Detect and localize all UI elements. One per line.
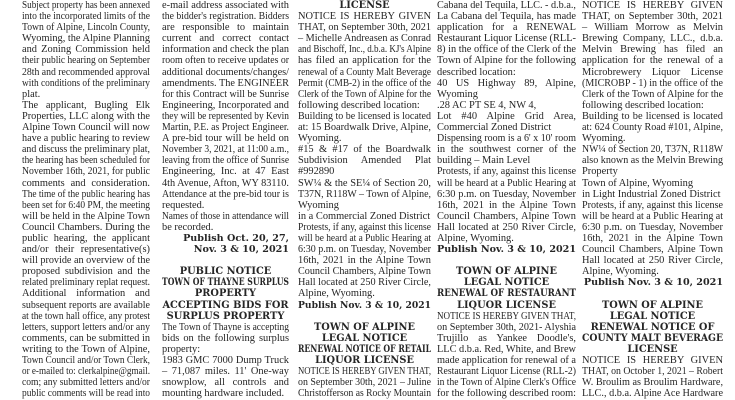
body-text-line: 8) in the office of the Clerk of the (437, 44, 576, 56)
body-text-line: Town of Alpine for the following (437, 55, 576, 67)
body-text-line: leaving from the office of Sunrise (162, 155, 289, 167)
body-text-line: Town of Alpine, Lincoln County, (22, 22, 150, 34)
body-text-line: will provide an overview of the (22, 255, 150, 267)
body-text-line: NOTICE IS HEREBY GIVEN (582, 0, 723, 11)
body-text-line: and discuss the preliminary plat, (22, 144, 150, 156)
body-text-line: they will be represented by Kevin (162, 110, 289, 122)
body-text-line: public comments will be read into (22, 388, 150, 400)
body-text-line: renewal of a County Malt Beverage (298, 66, 431, 78)
body-text-line: information and check the plan (162, 44, 289, 56)
body-text-line: THAT, on September 30th, 2021 (582, 11, 723, 23)
body-text-line: Wyoming (298, 199, 339, 211)
body-text-line: com; any submitted letters and/or (22, 377, 150, 389)
body-text-line: Wyoming, the Alpine Planning (22, 33, 150, 45)
notice-heading: SURPLUS PROPERTY (166, 310, 285, 322)
body-text-line: in a Commercial Zoned District (298, 210, 431, 222)
body-text-line: comments and consideration. (22, 177, 150, 189)
body-text-line: Protests, if any, against this license (437, 166, 576, 178)
body-text-line: Clerk of the Town of Alpine for the (582, 88, 723, 100)
spacer (437, 255, 576, 266)
body-text-line: Alpine, Wyoming. (437, 232, 514, 244)
body-text-line: Clerk of the Town of Alpine for the (298, 88, 431, 100)
body-text-line: been set for 6:40 PM, the meeting (22, 199, 150, 211)
body-text-line: Dispensing room is a 6' x 10' room (437, 133, 576, 145)
body-text-line: (MICROBP - 1) in the office of the (582, 77, 723, 89)
body-text-line: snowplow, all controls and (162, 377, 289, 389)
body-text-line: or e-mailed to: clerkalpine@gmail. (22, 366, 150, 378)
notice-heading: LEGAL NOTICE (321, 332, 408, 344)
notice-heading: PUBLIC NOTICE (179, 266, 272, 278)
notice-heading: LEGAL NOTICE (609, 310, 696, 322)
body-text-line: has filed an application for the (298, 55, 431, 67)
body-text-line: Protests, if any, against this license (298, 221, 431, 233)
notice-heading: RENEWAL NOTICE OF (590, 321, 715, 333)
body-text-line: e-mail address associated with (162, 0, 289, 11)
body-text-line: Building to be licensed is located (582, 110, 723, 122)
body-text-line: W. Broulim as Broulim Hardware, (582, 377, 723, 389)
notice-heading: LIQUOR LICENSE (315, 355, 414, 366)
publish-dates: Publish Nov. 3 & 10, 2021 (437, 244, 576, 256)
notice-heading: LIQUOR LICENSE (457, 299, 556, 311)
body-text-line: their public hearing on September (22, 55, 150, 67)
body-text-line: Wyoming. (582, 133, 626, 145)
body-text-line: and Zoning Commission held (22, 44, 150, 56)
body-text-line: also known as the Melvin Brewing (582, 155, 723, 167)
body-text-line: NOTICE IS HEREBY GIVEN THAT, (298, 366, 431, 378)
body-text-line: at: 624 County Road #101, Alpine, (582, 122, 723, 134)
body-text-line: 40 US Highway 89, Alpine, (437, 77, 576, 89)
notice-heading: LEGAL NOTICE (463, 277, 550, 289)
body-text-line: Hall located at 250 River Circle, (298, 277, 431, 289)
body-text-line: Trujillo as Yankee Doodle's, (437, 332, 576, 344)
body-text-line: and/or their representative(s) (22, 244, 150, 256)
notice-column-3 (298, 0, 431, 399)
body-text-line: writing to the Town of Alpine, (22, 343, 150, 355)
body-text-line: – William Morrow as Melvin (582, 22, 723, 34)
body-text-line: proposed subdivision and the (22, 266, 150, 278)
spacer (298, 311, 431, 322)
body-text-line: THAT, on October 1, 2021 – Robert (582, 366, 723, 378)
notice-heading: RENEWAL OF RESTAURANT (437, 288, 576, 300)
publish-dates: Nov. 3 & 10, 2021 (193, 244, 289, 256)
notice-column-5 (582, 0, 723, 399)
body-text-line: 6:30 p.m. on Tuesday, November (582, 221, 723, 233)
body-text-line: La Cabana del Tequila, has made (437, 11, 576, 23)
body-text-line: mounting hardware included. (162, 388, 285, 400)
body-text-line: Hall located at 250 River Circle, (437, 221, 576, 233)
notice-column-1 (22, 0, 150, 399)
body-text-line: THAT, on September 30th, 2021 (298, 22, 431, 34)
notice-heading: TOWN OF ALPINE (456, 266, 557, 278)
body-text-line: Additional information and (22, 288, 150, 300)
body-text-line: A pre-bid tour will be held on (162, 133, 289, 145)
body-text-line: November 3, 2021, at 11:00 a.m., (162, 144, 289, 156)
body-text-line: Commercial Zoned District (437, 122, 552, 134)
body-text-line: Council Chambers, Alpine Town (582, 244, 723, 256)
body-text-line: following described location: (298, 99, 420, 111)
notice-heading: RENEWAL NOTICE OF RETAIL (298, 343, 431, 355)
spacer (162, 255, 289, 266)
body-text-line: NW¼ of Section 20, T37N, R118W (582, 144, 723, 156)
body-text-line: described location: (437, 66, 516, 78)
notice-heading: ACCEPTING BIDS FOR (162, 299, 289, 311)
body-text-line: Melvin Brewing has filed an (582, 44, 723, 56)
body-text-line: plat. (22, 88, 41, 100)
notice-heading: TOWN OF ALPINE (314, 321, 415, 333)
body-text-line: application for a RENEWAL (437, 22, 576, 34)
body-text-line: NOTICE IS HEREBY GIVEN (582, 355, 723, 366)
body-text-line: NOTICE IS HEREBY GIVEN THAT, (437, 310, 576, 322)
body-text-line: 6:30 p.m. on Tuesday, November (437, 188, 576, 200)
body-text-line: .28 AC PT SE 4, NW 4, (437, 99, 537, 111)
publish-dates: Publish Oct. 20, 27, (183, 232, 289, 244)
body-text-line: Town of Alpine, Wyoming (582, 177, 694, 189)
body-text-line: Alpine, Wyoming. (298, 288, 375, 300)
body-text-line: Brewing Company, LLC., d.b.a. (582, 33, 723, 45)
publish-dates: Publish Nov. 3 & 10, 2021 (298, 299, 431, 311)
body-text-line: 4th Avenue, Afton, WY 83110. (162, 177, 289, 189)
notice-heading: TOWN OF ALPINE (602, 299, 703, 311)
body-text-line: and Bischoff, Inc., d.b.a. KJ's Alpine (298, 44, 431, 56)
body-text-line: #15 & #17 of the Boardwalk (298, 144, 431, 156)
body-text-line: 28th and recommended approval (22, 66, 150, 78)
spacer (582, 288, 723, 299)
body-text-line: NOTICE IS HEREBY GIVEN (298, 11, 431, 23)
body-text-line: Martin, P.E. as Project Engineer. (162, 122, 289, 134)
notice-heading: COUNTY MALT BEVERAGE (582, 332, 723, 344)
body-text-line: Cabana del Tequila, LLC. - d.b.a., (437, 0, 576, 11)
body-text-line: for this Contract will be Sunrise (162, 88, 289, 100)
body-text-line: LLC d.b.a. Red, White, and Brew (437, 343, 576, 355)
body-text-line: Alpine, Wyoming. (582, 266, 659, 278)
body-text-line: property: (162, 343, 201, 355)
body-text-line: Building to be licensed is located (298, 110, 431, 122)
body-text-line: November 16th, 2021, for public (22, 166, 150, 178)
body-text-line: 16th, 2021 in the Alpine Town (582, 232, 723, 244)
body-text-line: Property (582, 166, 618, 178)
body-text-line: 16th, 2021 in the Alpine Town (298, 255, 431, 267)
body-text-line: – Michelle Andreasen as Conrad (298, 33, 431, 45)
body-text-line: Attendance at the pre-bid tour is (162, 188, 289, 200)
body-text-line: at: 15 Boardwalk Drive, Alpine, (298, 122, 431, 134)
body-text-line: Engineering, Incorporated and (162, 99, 289, 111)
body-text-line: Christofferson as Rocky Mountain (298, 388, 431, 400)
body-text-line: The time of the public hearing has (22, 188, 150, 200)
body-text-line: bids on the following surplus (162, 332, 289, 344)
notice-heading: TOWN OF THAYNE SURPLUS (162, 277, 289, 289)
body-text-line: for the following described room: (437, 388, 576, 400)
body-text-line: have a public hearing to review (22, 133, 150, 145)
body-text-line: Names of those in attendance will (162, 210, 289, 222)
body-text-line: are responsible to maintain (162, 22, 289, 34)
body-text-line: Restaurant Liquor License (RLL- (437, 33, 576, 45)
body-text-line: Council Chambers, Alpine Town (298, 266, 431, 278)
body-text-line: made application for renewal of a (437, 355, 576, 366)
body-text-line: application for the renewal of a (582, 55, 723, 67)
body-text-line: 1983 GMC 7000 Dump Truck (162, 355, 289, 366)
body-text-line: Engineering, Inc. at 47 East (162, 166, 289, 178)
body-text-line: in the southwest corner of the (437, 144, 576, 156)
body-text-line: in Light Industrial Zoned District (582, 188, 721, 200)
body-text-line: related preliminary replat request. (22, 277, 150, 289)
notice-heading: LICENSE (339, 0, 390, 11)
body-text-line: the bidder's registration. Bidders (162, 11, 289, 23)
body-text-line: public hearing, the applicant (22, 232, 150, 244)
body-text-line: into the incorporated limits of the (22, 11, 150, 23)
body-text-line: be recorded. (162, 221, 214, 233)
notice-heading: PROPERTY (194, 288, 257, 300)
body-text-line: the hearing has been scheduled for (22, 155, 150, 167)
body-text-line: current and correct contact (162, 33, 289, 45)
body-text-line: Alpine Town Council will now (22, 122, 150, 134)
publish-dates: Publish Nov. 3 & 10, 2021 (583, 277, 723, 289)
body-text-line: Subdivision Amended Plat (298, 155, 431, 167)
body-text-line: building – Main Level (437, 155, 531, 167)
body-text-line: will be heard at a Public Hearing at (582, 210, 723, 222)
body-text-line: letters, support letters and/or any (22, 321, 150, 333)
body-text-line: on September 30th, 2021 – Juline (298, 377, 431, 389)
body-text-line: Hall located at 250 River Circle, (582, 255, 723, 267)
notice-column-2 (162, 0, 289, 399)
body-text-line: The Town of Thayne is accepting (162, 321, 289, 333)
body-text-line: requested. (162, 199, 205, 211)
body-text-line: The applicant, Bugling Elk (22, 99, 150, 111)
body-text-line: Subject property has been annexed (22, 0, 150, 11)
body-text-line: will be heard at a Public Hearing at (437, 177, 576, 189)
body-text-line: Town Council and/or Town Clerk, (22, 355, 150, 366)
body-text-line: Wyoming. (298, 133, 342, 145)
body-text-line: additional documents/changes/ (162, 66, 289, 78)
body-text-line: Council Chambers. During the (22, 221, 150, 233)
body-text-line: following described location: (582, 99, 704, 111)
notice-heading: LICENSE (627, 343, 678, 355)
body-text-line: Protests, if any, against this license (582, 199, 723, 211)
body-text-line: – 71,087 miles. 11' One-way (162, 366, 289, 378)
body-text-line: T37N, R118W – Town of Alpine, (298, 188, 431, 200)
body-text-line: #992890 (298, 166, 335, 178)
body-text-line: with conditions of the preliminary (22, 77, 150, 89)
body-text-line: Microbrewery Liquor License (582, 66, 723, 78)
body-text-line: Restaurant Liquor License (RLL-2) (437, 366, 576, 378)
body-text-line: 6:30 p.m. on Tuesday, November (298, 244, 431, 256)
body-text-line: LLC., d.b.a. Alpine Ace Hardware (582, 388, 723, 400)
body-text-line: comments, can be submitted in (22, 332, 150, 344)
body-text-line: will be heard at a Public Hearing at (298, 232, 431, 244)
body-text-line: will be held in the Alpine Town (22, 210, 150, 222)
body-text-line: Permit (CMB-2) in the office of the (298, 77, 431, 89)
body-text-line: Council Chambers, Alpine Town (437, 210, 576, 222)
body-text-line: amendments. The ENGINEER (162, 77, 289, 89)
body-text-line: SW¼ & the SE¼ of Section 20, (298, 177, 431, 189)
body-text-line: Lot #40 Alpine Grid Area, (437, 110, 576, 122)
body-text-line: at the town hall office, any protest (22, 310, 150, 322)
body-text-line: Wyoming (437, 88, 478, 100)
notice-column-4 (437, 0, 576, 399)
body-text-line: room often to receive updates or (162, 55, 289, 67)
body-text-line: Properties, LLC along with the (22, 110, 150, 122)
body-text-line: subsequent reports are available (22, 299, 150, 311)
body-text-line: 16th, 2021 in the Alpine Town (437, 199, 576, 211)
body-text-line: on September 30th, 2021- Alyshia (437, 321, 576, 333)
body-text-line: in the Town of Alpine Clerk's Office (437, 377, 576, 389)
